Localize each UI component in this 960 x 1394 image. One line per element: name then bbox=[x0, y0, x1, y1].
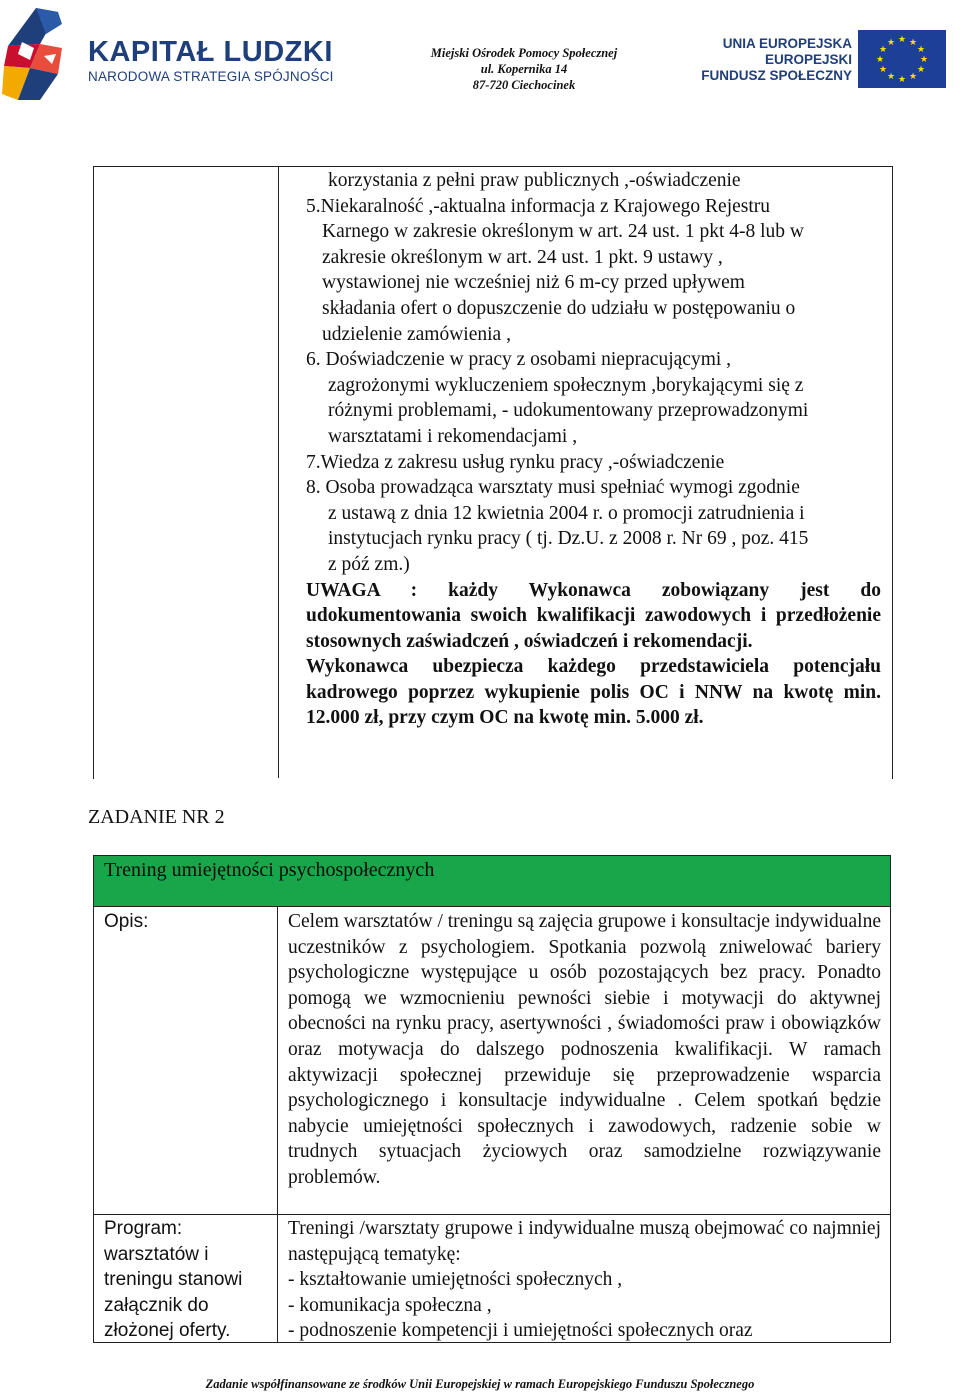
svg-text:★: ★ bbox=[878, 65, 888, 75]
svg-text:★: ★ bbox=[886, 38, 896, 48]
institution-city: 87-720 Ciechocinek bbox=[472, 78, 576, 92]
program-item: - kształtowanie umiejętności społecznych , bbox=[288, 1269, 623, 1291]
program-item: - podnoszenie kompetencji i umiejętności społecznych oraz bbox=[288, 1320, 753, 1342]
footer-note: Zadanie współfinansowane ze środków Unii Europejskiej w ramach Europejskiego Funduszu Społecznego bbox=[205, 1377, 755, 1391]
req-line-14: z ustawą z dnia 12 kwietnia 2004 r. o promocji zatrudnienia i bbox=[328, 502, 805, 524]
requirements-content bbox=[306, 168, 881, 731]
program-intro: Treningi /warsztaty grupowe i indywidualne muszą obejmować co najmniej następującą tematykę: bbox=[288, 1218, 881, 1265]
program-item: - komunikacja społeczna , bbox=[288, 1294, 492, 1316]
req-line-12: 7.Wiedza z zakresu usług rynku pracy ,-oświadczenie bbox=[306, 451, 725, 473]
svg-text:★: ★ bbox=[878, 45, 888, 55]
task-title: Trening umiejętności psychospołecznych bbox=[104, 859, 435, 881]
opis-label: Opis: bbox=[104, 911, 149, 932]
eu-label-line2: EUROPEJSKI bbox=[764, 52, 852, 67]
req-line-7: udzielenie zamówienia , bbox=[322, 323, 511, 345]
eu-flag-icon bbox=[858, 30, 946, 88]
req-line-11: warsztatami i rekomendacjami , bbox=[328, 425, 578, 447]
program-label: Program: warsztatów i treningu stanowi załącznik do złożonej oferty. bbox=[104, 1218, 243, 1342]
task-table-row-divider bbox=[93, 1214, 891, 1215]
program-content bbox=[288, 1216, 881, 1344]
svg-text:★: ★ bbox=[916, 65, 926, 75]
section-heading: ZADANIE NR 2 bbox=[88, 806, 225, 828]
logo-title: KAPITAŁ LUDZKI bbox=[88, 36, 333, 68]
uwaga-note: UWAGA : każdy Wykonawca zobowiązany jest do udokumentowania swoich kwalifikacji zawodowych i przedłożenie stosownych zaświadczeń , oświadczeń i rekomendacji. bbox=[306, 579, 881, 652]
institution-street: ul. Kopernika 14 bbox=[480, 62, 568, 76]
svg-text:★: ★ bbox=[908, 38, 918, 48]
insurance-note: Wykonawca ubezpiecza każdego przedstawiciela potencjału kadrowego poprzez wykupienie polis OC i NNW na kwotę min. 12.000 zł, przy czym OC na kwotę min. 5.000 zł. bbox=[306, 656, 881, 729]
svg-text:★: ★ bbox=[886, 72, 896, 82]
req-line-9: zagrożonymi wykluczeniem społecznym ,borykającymi się z bbox=[328, 374, 804, 396]
req-line-3: Karnego w zakresie określonym w art. 24 ust. 1 pkt 4-8 lub w bbox=[322, 221, 804, 243]
req-line-13: 8. Osoba prowadząca warsztaty musi spełniać wymogi zgodnie bbox=[306, 477, 800, 499]
logo-subtitle: NARODOWA STRATEGIA SPÓJNOŚCI bbox=[88, 69, 334, 84]
req-line-1: korzystania z pełni praw publicznych ,-oświadczenie bbox=[328, 170, 741, 191]
req-line-15: instytucjach rynku pracy ( tj. Dz.U. z 2008 r. Nr 69 , poz. 415 bbox=[328, 528, 809, 550]
svg-text:★: ★ bbox=[897, 35, 907, 45]
eu-label bbox=[700, 36, 852, 84]
svg-text:★: ★ bbox=[897, 75, 907, 85]
institution-address bbox=[412, 45, 636, 93]
institution-name: Miejski Ośrodek Pomocy Społecznej bbox=[430, 46, 618, 60]
eu-label-line1: UNIA EUROPEJSKA bbox=[722, 36, 852, 51]
req-line-2: 5.Niekaralność ,-aktualna informacja z Krajowego Rejestru bbox=[306, 195, 771, 217]
req-line-6: składania ofert o dopuszczenie do udziału w postępowaniu o bbox=[322, 297, 796, 319]
task-table-column-divider bbox=[277, 906, 278, 1343]
svg-text:★: ★ bbox=[908, 72, 918, 82]
svg-text:★: ★ bbox=[919, 55, 929, 65]
eu-label-line3: FUNDUSZ SPOŁECZNY bbox=[701, 68, 852, 83]
opis-text: Celem warsztatów / treningu są zajęcia grupowe i konsultacje indywidualne uczestników z psychologiem. Spotkania pozwolą zniwelować bariery psychologiczne występujące u osób pozostających bez pracy. Ponadto pomogą we wzmocnieniu pewności siebie i motywacji do aktywnej obecności na rynku pracy, asertywności , świadomości praw i obowiązków oraz motywacja do dalszego podnoszenia kwalifikacji. W ramach aktywizacji społecznej przewiduje się przeprowadzenie wsparcia psychologicznego i konsultacje indywidualne . Celem spotkań będzie nabycie umiejętności społecznych i zawodowych, radzenie sobie w trudnych sytuacjach życiowych oraz samodzielne rozwiązywanie problemów. bbox=[288, 911, 881, 1188]
req-line-16: z póź zm.) bbox=[328, 553, 410, 575]
table-column-divider bbox=[278, 166, 279, 778]
req-line-5: wystawionej nie wcześniej niż 6 m-cy przed upływem bbox=[322, 272, 745, 294]
req-line-8: 6. Doświadczenie w pracy z osobami niepracującymi , bbox=[306, 349, 732, 371]
req-line-10: różnymi problemami, - udokumentowany przeprowadzonymi bbox=[328, 400, 809, 422]
task-header-row bbox=[93, 855, 891, 907]
svg-text:★: ★ bbox=[875, 55, 885, 65]
svg-text:★: ★ bbox=[916, 45, 926, 55]
req-line-4: zakresie określonym w art. 24 ust. 1 pkt. 9 ustawy , bbox=[322, 246, 723, 268]
